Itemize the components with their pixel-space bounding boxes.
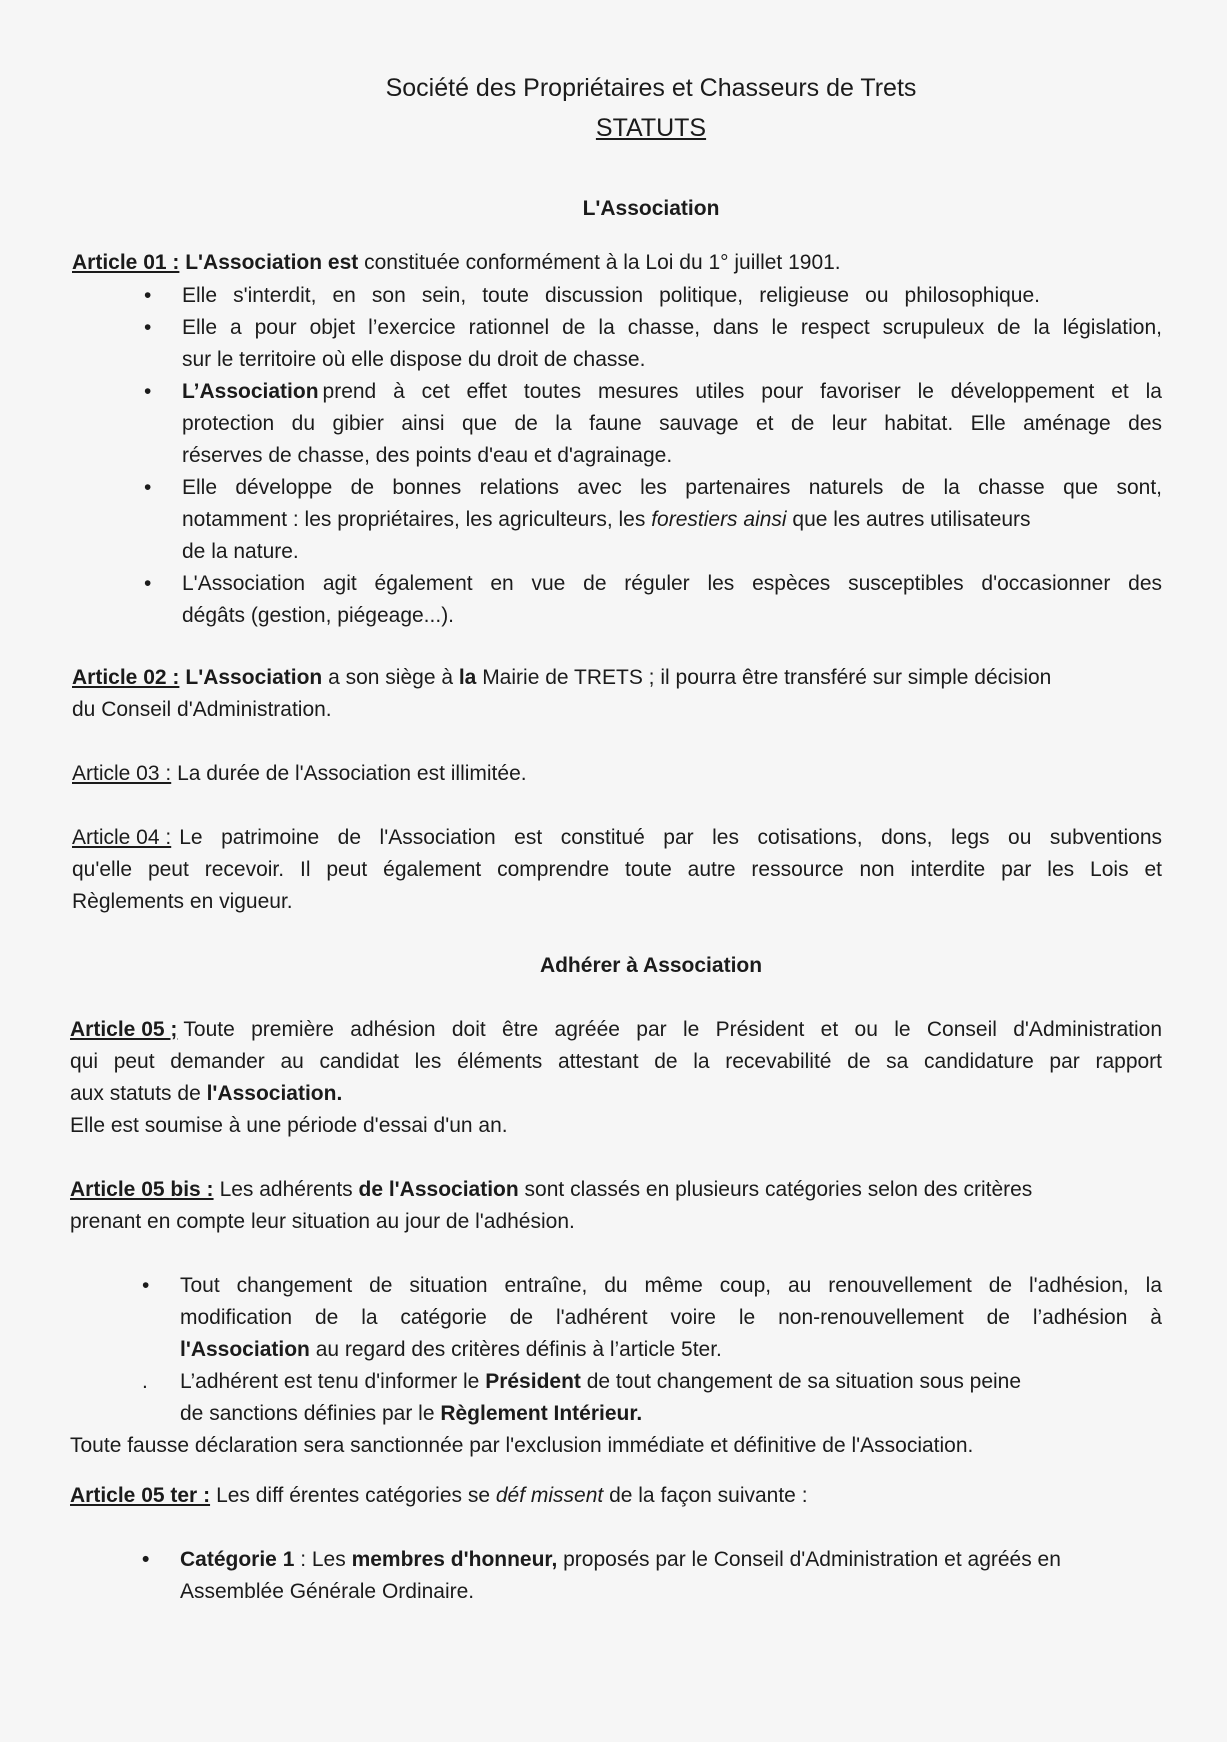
- article-01-bullet-3-cont-1: protection du gibier ainsi que de la faune sauvage et de leur habitat. Elle aménage des: [182, 412, 1162, 435]
- article-04-label: Article 04 :: [72, 826, 172, 849]
- article-05-line-4: Elle est soumise à une période d'essai d'un an.: [70, 1114, 508, 1137]
- article-01-bullet-3-cont-2: réserves de chasse, des points d'eau et d'agrainage.: [182, 444, 673, 467]
- article-01-bullet-2-cont: sur le territoire où elle dispose du droit de chasse.: [182, 348, 646, 371]
- bullet-icon: •: [144, 316, 152, 339]
- article-01-bullet-3: L’Association prend à cet effet toutes mesures utiles pour favoriser le développement et la: [182, 380, 1162, 403]
- article-01-bullet-4-cont-1: notamment : les propriétaires, les agriculteurs, les forestiers ainsi que les autres utilisateurs: [182, 508, 1031, 531]
- article-05bis-bullet-2: L’adhérent est tenu d'informer le Président de tout changement de sa situation sous peine: [180, 1370, 1022, 1393]
- article-01-line-1: Article 01 : L'Association est constituée conformément à la Loi du 1° juillet 1901.: [72, 251, 841, 274]
- article-05bis-bullet-1-cont-2: l'Association au regard des critères définis à l’article 5ter.: [180, 1338, 722, 1361]
- article-05ter-category-1: Catégorie 1 : Les membres d'honneur, proposés par le Conseil d'Administration et agréés en: [180, 1548, 1061, 1571]
- bullet-icon: •: [142, 1548, 150, 1571]
- article-05bis-line-1: Article 05 bis : Les adhérents de l'Association sont classés en plusieurs catégories selon des critères: [70, 1178, 1033, 1201]
- article-05ter-label: Article 05 ter :: [70, 1484, 211, 1507]
- article-01-label: Article 01 :: [72, 251, 180, 274]
- bullet-icon: •: [144, 284, 152, 307]
- bullet-icon: •: [144, 476, 152, 499]
- article-01-bullet-2: Elle a pour objet l’exercice rationnel de la chasse, dans le respect scrupuleux de la législation,: [182, 316, 1162, 339]
- article-05bis-bullet-2-cont: de sanctions définies par le Règlement Intérieur.: [180, 1402, 643, 1425]
- section-heading-association: L'Association: [582, 197, 720, 220]
- article-01-bullet-4: Elle développe de bonnes relations avec les partenaires naturels de la chasse que sont,: [182, 476, 1162, 499]
- section-heading-adherer: Adhérer à Association: [539, 954, 763, 977]
- article-05-label: Article 05 ;: [70, 1018, 178, 1041]
- article-05bis-bullet-1: Tout changement de situation entraîne, du même coup, au renouvellement de l'adhésion, la: [180, 1274, 1162, 1297]
- bullet-mark: .: [142, 1370, 148, 1393]
- article-05ter-line-1: Article 05 ter : Les diff érentes catégories se déf missent de la façon suivante :: [70, 1484, 808, 1507]
- article-01-bullet-5-cont: dégâts (gestion, piégeage...).: [182, 604, 455, 627]
- article-01-bullet-5: L'Association agit également en vue de réguler les espèces susceptibles d'occasionner des: [182, 572, 1162, 595]
- article-05bis-bullet-1-cont-1: modification de la catégorie de l'adhérent voire le non-renouvellement de l’adhésion à: [180, 1306, 1162, 1329]
- document-title: Société des Propriétaires et Chasseurs de Trets: [385, 74, 917, 102]
- article-04-line-1: Article 04 : Le patrimoine de l'Association est constitué par les cotisations, dons, legs ou subventions: [72, 826, 1162, 849]
- article-03-line-1: Article 03 : La durée de l'Association est illimitée.: [72, 762, 527, 785]
- article-05-line-3: aux statuts de l'Association.: [70, 1082, 343, 1105]
- article-05ter-category-1-cont: Assemblée Générale Ordinaire.: [180, 1580, 475, 1603]
- bullet-icon: •: [144, 380, 152, 403]
- article-05bis-line-2: prenant en compte leur situation au jour de l'adhésion.: [70, 1210, 575, 1233]
- article-01-bullet-4-cont-2: de la nature.: [182, 540, 299, 563]
- bullet-icon: •: [142, 1274, 150, 1297]
- document-subtitle: STATUTS: [595, 114, 707, 142]
- article-03-label: Article 03 :: [72, 762, 172, 785]
- article-02-line-1: Article 02 : L'Association a son siège à la Mairie de TRETS ; il pourra être transféré sur simple décision: [72, 666, 1052, 689]
- article-05bis-closing: Toute fausse déclaration sera sanctionnée par l'exclusion immédiate et définitive de l'Association.: [70, 1434, 974, 1457]
- article-05-line-1: Article 05 ; Toute première adhésion doit être agréée par le Président et ou le Conseil d'Administration: [70, 1018, 1162, 1041]
- article-02-line-2: du Conseil d'Administration.: [72, 698, 332, 721]
- article-04-line-3: Règlements en vigueur.: [72, 890, 293, 913]
- article-04-line-2: qu'elle peut recevoir. Il peut également comprendre toute autre ressource non interdite par les Lois et: [72, 858, 1162, 881]
- article-05bis-label: Article 05 bis :: [70, 1178, 214, 1201]
- article-02-label: Article 02 :: [72, 666, 180, 689]
- article-05-line-2: qui peut demander au candidat les éléments attestant de la recevabilité de sa candidature par rapport: [70, 1050, 1162, 1073]
- bullet-icon: •: [144, 572, 152, 595]
- article-01-bullet-1: Elle s'interdit, en son sein, toute discussion politique, religieuse ou philosophique.: [182, 284, 1040, 307]
